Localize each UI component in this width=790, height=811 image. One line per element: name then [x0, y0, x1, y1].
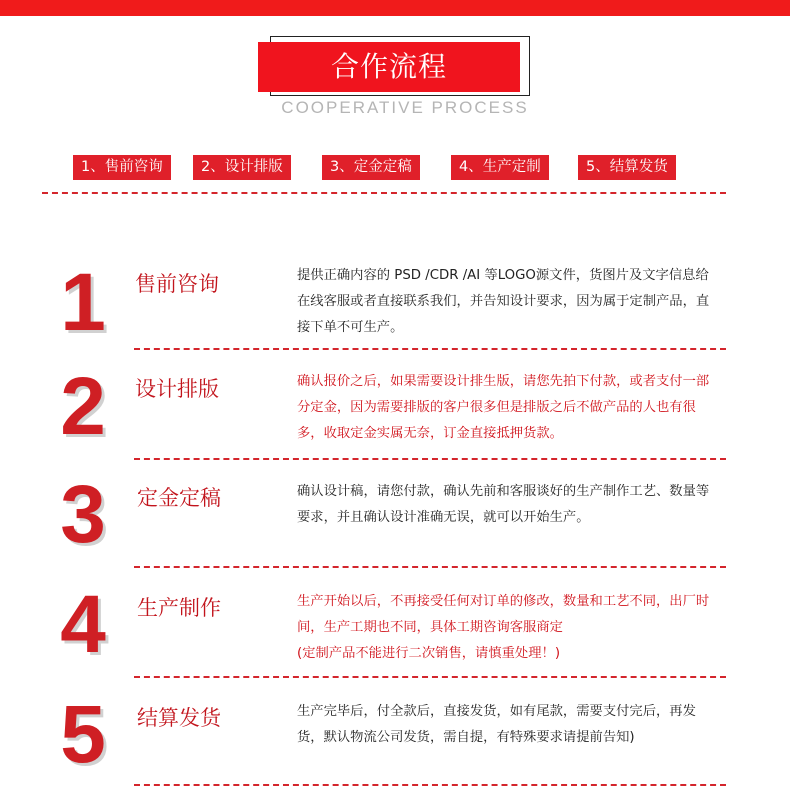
- page-subtitle: COOPERATIVE PROCESS: [281, 98, 529, 117]
- step-tag-2: 2、设计排版: [193, 155, 291, 180]
- row-divider-3: [134, 566, 726, 568]
- row-divider-1: [134, 348, 726, 350]
- row-divider-4: [134, 676, 726, 678]
- step-desc-4-text: 生产开始以后，不再接受任何对订单的修改，数量和工艺不同，出厂时间，生产工期也不同，具体工期咨询客服商定: [297, 594, 710, 635]
- step-tags: [0, 155, 790, 181]
- step-desc-1: 提供正确内容的 PSD /CDR /AI 等LOGO源文件，货图片及文字信息给在线客服或者直接联系我们，并告知设计要求，因为属于定制产品，直接下单不可生产。: [297, 268, 710, 335]
- step-tag-3: 3、定金定稿: [322, 155, 420, 180]
- top-red-bar: [0, 0, 790, 16]
- page-title: 合作流程: [258, 42, 520, 92]
- step-number-4: 4: [60, 579, 106, 670]
- step-name-2: 设计排版: [135, 377, 219, 401]
- step-name-1: 售前咨询: [135, 272, 219, 296]
- step-desc-5: 生产完毕后，付全款后，直接发货，如有尾款，需要支付完后，再发货，默认物流公司发货，需自提，有特殊要求请提前告知): [297, 704, 696, 745]
- row-divider-2: [134, 458, 726, 460]
- step-tag-4: 4、生产定制: [451, 155, 549, 180]
- step-tag-5: 5、结算发货: [578, 155, 676, 180]
- step-name-4: 生产制作: [137, 596, 221, 620]
- step-tag-1: 1、售前咨询: [73, 155, 171, 180]
- divider-top: [42, 192, 726, 194]
- step-number-3: 3: [60, 469, 106, 560]
- row-divider-5: [134, 784, 726, 786]
- step-desc-3: 确认设计稿，请您付款，确认先前和客服谈好的生产制作工艺、数量等要求，并且确认设计准确无误，就可以开始生产。: [297, 484, 710, 525]
- step-desc-2: 确认报价之后，如果需要设计排生版，请您先拍下付款，或者支付一部分定金，因为需要排版的客户很多但是排版之后不做产品的人也有很多，收取定金实属无奈，订金直接抵押货款。: [297, 374, 710, 441]
- step-name-3: 定金定稿: [137, 486, 221, 510]
- step-name-5: 结算发货: [137, 706, 221, 730]
- step-desc-4-note: (定制产品不能进行二次销售，请慎重处理！): [297, 646, 561, 661]
- step-number-1: 1: [60, 257, 106, 348]
- step-desc-4: [297, 589, 722, 667]
- step-number-5: 5: [60, 689, 106, 780]
- step-number-2: 2: [60, 361, 106, 452]
